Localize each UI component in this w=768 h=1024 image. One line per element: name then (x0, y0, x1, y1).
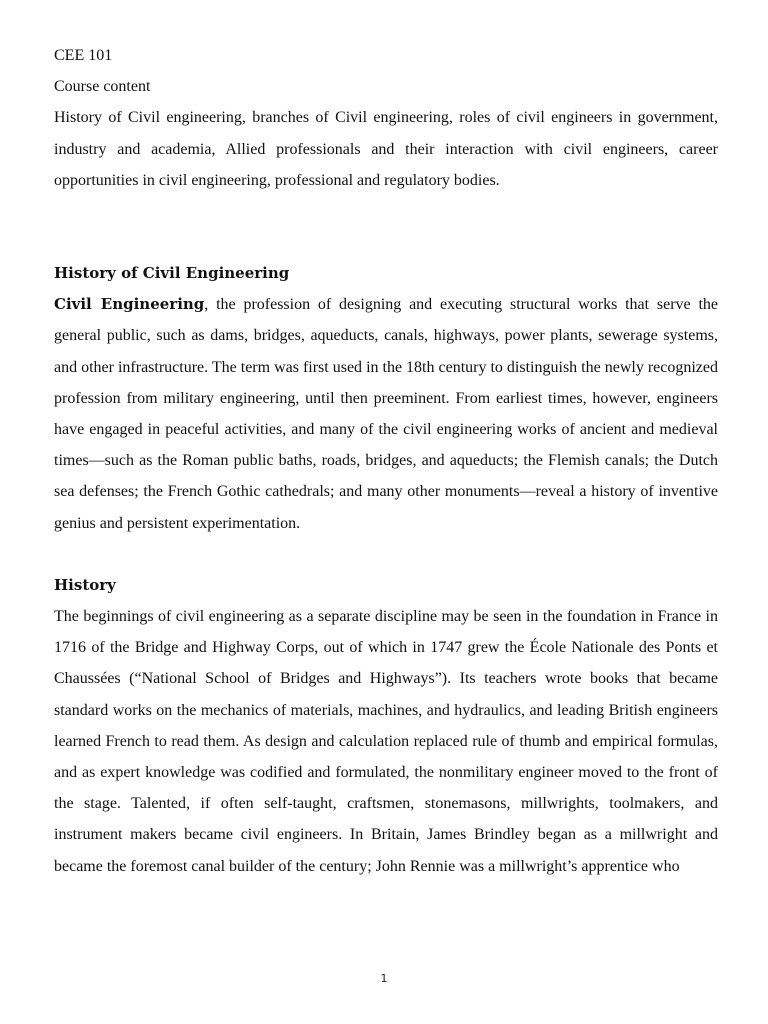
document-page (54, 40, 718, 882)
spacer (54, 196, 718, 258)
section-heading-history: History (54, 575, 116, 594)
course-content-label: Course content (54, 78, 151, 96)
section-heading-history-of-civil-engineering: History of Civil Engineering (54, 264, 290, 283)
course-code: CEE 101 (54, 47, 113, 64)
page-number: 1 (380, 972, 388, 985)
lead-term-civil-engineering: Civil Engineering (54, 295, 205, 314)
civil-engineering-paragraph (54, 289, 718, 539)
history-paragraph: The beginnings of civil engineering as a separate discipline may be seen in the foundation in France in 1716 of the Bridge and Highway Corps, out of which in 1747 grew the École Nationale des Ponts et Chaussées (“National School of Bridges and Highways”). Its teachers wrote books that became standard works on the mechanics of materials, machines, and hydraulics, and leading British engineers learned French to read them. As design and calculation replaced rule of thumb and empirical formulas, and as expert knowledge was codified and formulated, the nonmilitary engineer moved to the front of the stage. Talented, if often self-taught, craftsmen, stonemasons, millwrights, toolmakers, and instrument makers became civil engineers. In Britain, James Brindley began as a millwright and became the foremost canal builder of the century; John Rennie was a millwright’s apprentice who (54, 608, 718, 875)
course-content-text: History of Civil engineering, branches of Civil engineering, roles of civil engineers in government, industry and academia, Allied professionals and their interaction with civil engineers, career opportunities in civil engineering, professional and regulatory bodies. (54, 109, 718, 189)
spacer (54, 539, 718, 570)
civil-engineering-paragraph-text: , the profession of designing and executing structural works that serve the general public, such as dams, bridges, aqueducts, canals, highways, power plants, sewerage systems, and other infrastructure. The term was first used in the 18th century to distinguish the newly recognized profession from military engineering, until then preeminent. From earliest times, however, engineers have engaged in peaceful activities, and many of the civil engineering works of ancient and medieval times—such as the Roman public baths, roads, bridges, and aqueducts; the Flemish canals; the Dutch sea defenses; the French Gothic cathedrals; and many other monuments—reveal a history of inventive genius and persistent experimentation. (54, 296, 719, 532)
